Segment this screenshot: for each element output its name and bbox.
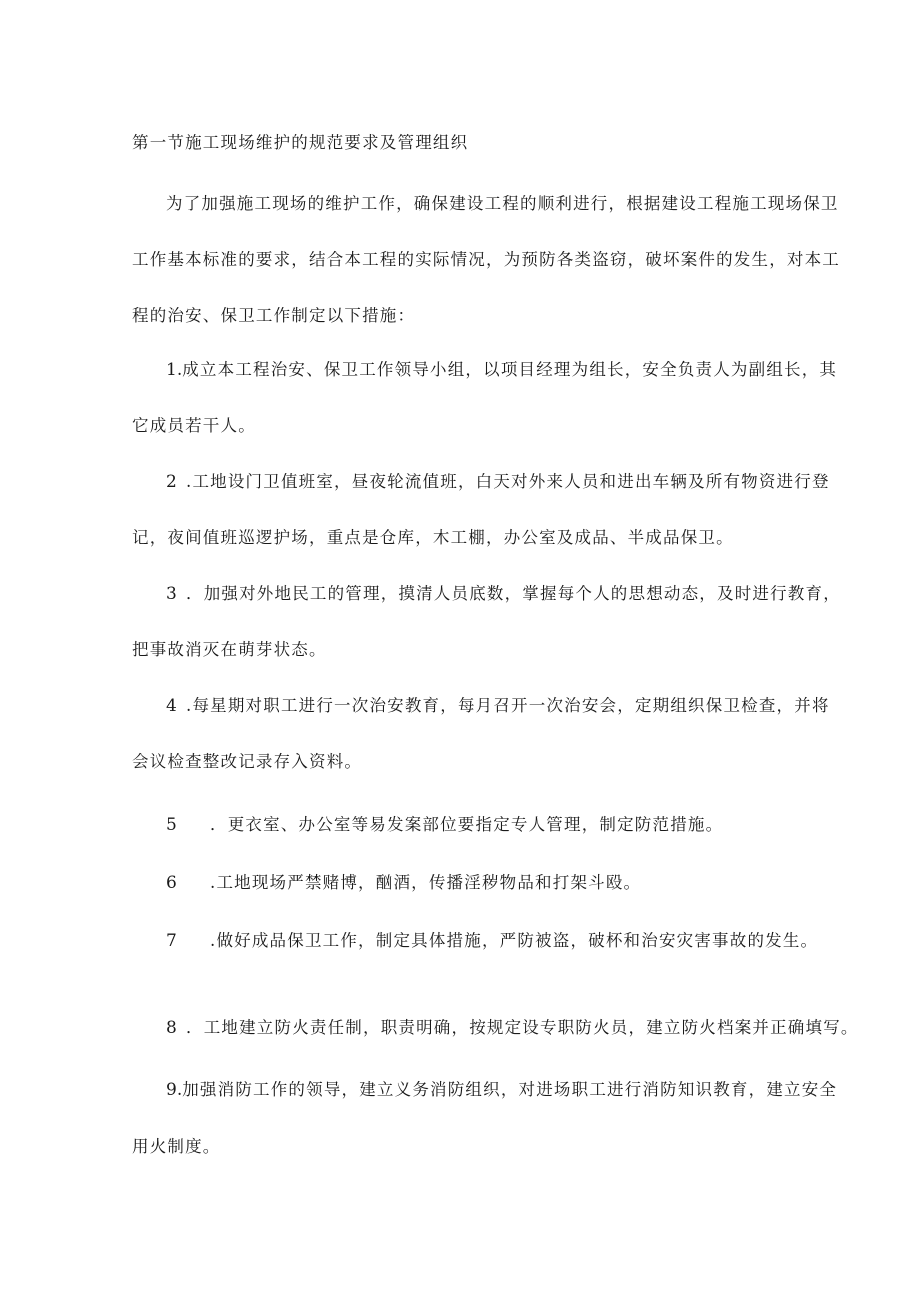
item-text: 加强消防工作的领导，建立义务消防组织，对进场职工进行消防知识教育，建立安全 (182, 1080, 838, 1099)
item-number: 4 (166, 696, 177, 716)
intro-line-1: 为了加强施工现场的维护工作，确保建设工程的顺利进行，根据建设工程施工现场保卫 (166, 194, 839, 213)
list-item-continuation: 会议检查整改记录存入资料。 (132, 752, 363, 771)
item-text: .工地设门卫值班室，昼夜轮流值班，白天对外来人员和进出车辆及所有物资进行登 (186, 472, 830, 491)
intro-line-2: 工作基本标准的要求，结合本工程的实际情况，为预防各类盗窃，破坏案件的发生，对本工 (132, 250, 840, 269)
list-item (166, 873, 641, 893)
list-item-continuation: 把事故消灭在萌芽状态。 (132, 640, 327, 659)
item-text: ．工地建立防火责任制，职责明确，按规定设专职防火员，建立防火档案并正确填写。 (186, 1018, 859, 1037)
item-number: 5 (166, 815, 177, 835)
item-number: 9. (166, 1080, 183, 1100)
item-text: .工地现场严禁赌博，酗酒，传播淫秽物品和打架斗殴。 (210, 873, 642, 892)
section-heading: 第一节施工现场维护的规范要求及管理组织 (132, 133, 469, 152)
item-number: 2 (166, 472, 177, 492)
list-item (166, 1080, 837, 1100)
item-number: 1. (166, 360, 183, 380)
item-number: 7 (166, 931, 177, 951)
item-number: 3 (166, 584, 177, 604)
intro-line-3: 程的治安、保卫工作制定以下措施： (132, 306, 416, 325)
list-item-continuation: 它成员若干人。 (132, 416, 256, 435)
item-text: 成立本工程治安、保卫工作领导小组，以项目经理为组长，安全负责人为副组长，其 (182, 360, 838, 379)
list-item (166, 584, 841, 604)
list-item (166, 1018, 859, 1038)
list-item (166, 472, 830, 492)
item-text: ．更衣室、办公室等易发案部位要指定专人管理，制定防范措施。 (210, 815, 724, 834)
item-text: ．加强对外地民工的管理，摸清人员底数，掌握每个人的思想动态，及时进行教育， (186, 584, 841, 603)
list-item (166, 815, 723, 835)
item-text: .做好成品保卫工作，制定具体措施，严防被盗，破杯和治安灾害事故的发生。 (210, 931, 819, 950)
item-number: 6 (166, 873, 177, 893)
list-item-continuation: 用火制度。 (132, 1137, 221, 1156)
list-item (166, 931, 818, 951)
list-item-continuation: 记，夜间值班巡逻护场，重点是仓库，木工棚，办公室及成品、半成品保卫。 (132, 528, 734, 547)
item-number: 8 (166, 1018, 177, 1038)
item-text: .每星期对职工进行一次治安教育，每月召开一次治安会，定期组织保卫检查，并将 (186, 696, 830, 715)
list-item (166, 360, 837, 380)
list-item (166, 696, 830, 716)
